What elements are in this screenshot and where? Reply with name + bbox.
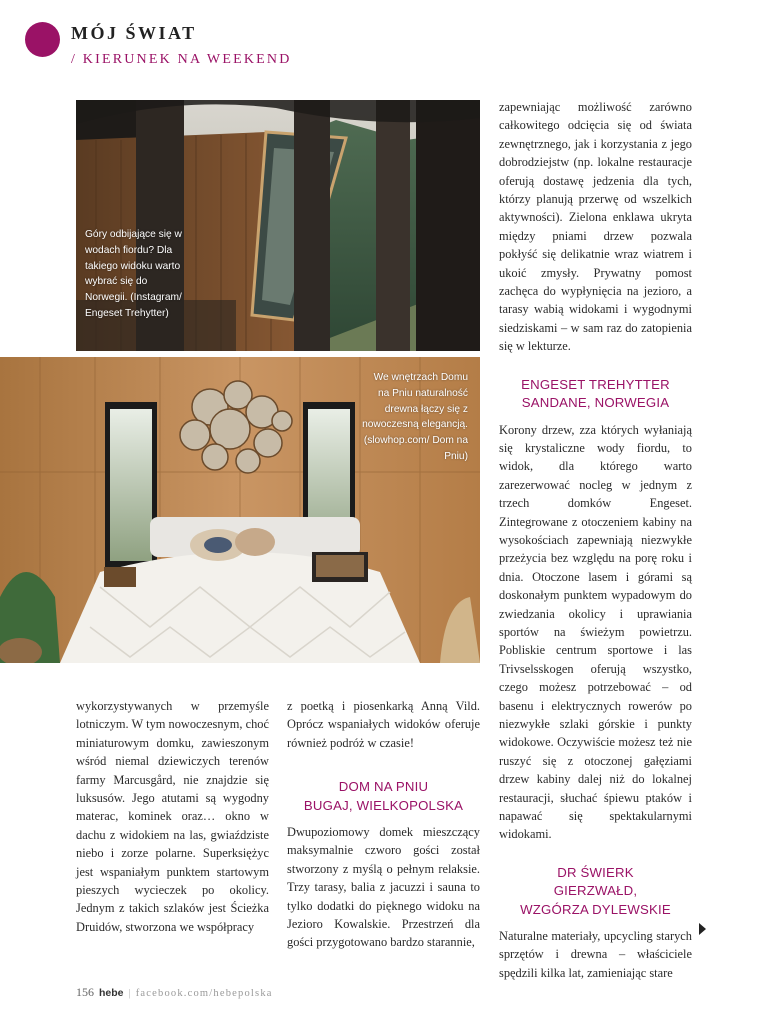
photo-caption-top: Góry odbijające się w wodach fiordu? Dla takiego widoku warto wybrać się do Norwegii. (Instagram/ Engeset Trehytter) xyxy=(85,229,182,319)
subheading-line: BUGAJ, WIELKOPOLSKA xyxy=(303,797,464,813)
section-title: MÓJ ŚWIAT xyxy=(71,23,197,43)
page-number: 156 xyxy=(76,985,94,999)
subheading-dom-na-pniu xyxy=(287,778,480,815)
section-subtitle: / KIERUNEK NA WEEKEND xyxy=(71,52,292,67)
paragraph: wykorzystywanych w przemyśle lotniczym. W tym nowoczesnym, choć miniaturowym domku, zawieszonym wśród niemal dziewiczych terenów farmy Marcusgård, nie znajdzie się luksusów. Jego atutami są wygodny materac, kominek oraz… okno w dachu z widokiem na las, gwiaździste niebo i zorze polarne. Superksiężyc jest wspaniałym punktem startowym pieszych wycieczek po okolicy. Jednym z takich szlaków jest Ścieżka Druidów, stworzona we współpracy xyxy=(76,699,269,934)
subheading-line: GIERZWAŁD, xyxy=(553,883,638,899)
paragraph: Dwupoziomowy domek mieszczący maksymalnie czworo gości został stworzony z myślą o pełnym relaksie. Trzy tarasy, balia z jacuzzi i sauna to tylko dodatki do pięknego widoku na Jezioro Kowalskie. Przestrzeń dla gości przygotowano bardzo starannie, xyxy=(287,825,480,950)
subheading-line: WZGÓRZA DYLEWSKIE xyxy=(520,901,671,917)
subheading-dr-swierk xyxy=(499,864,692,919)
page-footer xyxy=(76,985,273,1000)
paragraph: zapewniając możliwość zarówno całkowitego odcięcia się od świata zewnętrznego, jak i korzystania z jego dobrodziejstw (np. lokalne restauracje oferują dostawę jedzenia dla tych, którzy planują przerwę od wszelkich aktywności). Zielona enklawa ukryta między pniami drzew pozwala pokłyść się delikatnie wraz wiatrem i ukoić zmysły. Prywatny pomost zachęca do wypłynięcia na jezioro, a tarasy wabią widokami i wygodnymi siedziskami – w sam raz do zatopienia się w lekturze. xyxy=(499,100,692,354)
paragraph: Naturalne materiały, upcycling starych sprzętów i drewna – właściciele spędzili kilka lat, zamieniając stare xyxy=(499,929,692,980)
subheading-engeset xyxy=(499,376,692,413)
paragraph: z poetką i piosenkarką Anną Vild. Oprócz wspaniałych widoków oferuje również podróż w czasie! xyxy=(287,699,480,750)
subheading-line: DR ŚWIERK xyxy=(557,864,634,880)
continue-arrow-icon xyxy=(699,923,706,935)
subheading-line: SANDANE, NORWEGIA xyxy=(521,395,670,411)
article-column-left xyxy=(76,697,269,936)
subheading-line: DOM NA PNIU xyxy=(338,779,429,795)
article-column-right xyxy=(499,98,692,982)
brand-logo: hebe xyxy=(99,987,124,999)
subheading-line: ENGESET TREHYTTER xyxy=(521,376,670,392)
photo-caption-middle: We wnętrzach Domu na Pniu naturalność drewna łączy się z nowoczesną elegancją. (slowhop.com/ Dom na Pniu) xyxy=(362,372,468,462)
paragraph: Korony drzew, zza których wyłaniają się krystaliczne wody fiordu, to widok, dla którego warto zarezerwować nocleg w jednym z trzech domków Engeset. Zintegrowane z otoczeniem kabiny na wysokościach zapewniają niezwykłe przeżycia bez względu na porę roku i dnia. Otoczone lasem i górami są doskonałym punktem wypadowym do zwiedzania okolicy i uprawiania sportów na świeżym powietrzu. Pobliskie centrum sportowe i las Trivselsskogen oferują wszystko, czego możesz potrzebować – od basenu i elektrycznych rowerów po niezwykłe szlaki górskie i punkty widokowe. Oczywiście możesz też nie ruszyć się z otoczonej gałęziami drzew kabiny dalej niż do lokalnej restauracji, słuchać śpiewu ptaków i napawać się spektakularnymi widokami. xyxy=(499,422,692,842)
footer-url: facebook.com/hebepolska xyxy=(135,988,273,999)
section-marker-dot xyxy=(25,22,60,57)
footer-divider: | xyxy=(128,987,131,999)
article-column-middle xyxy=(287,697,480,952)
